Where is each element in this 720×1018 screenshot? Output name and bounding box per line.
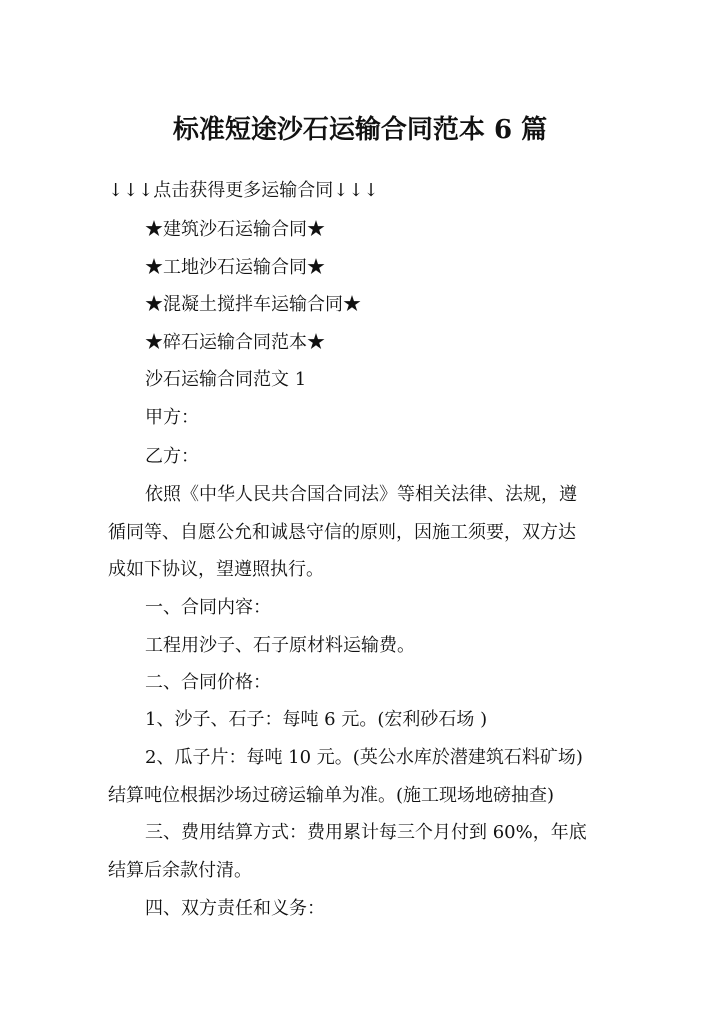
clause3-line-1: 三、费用结算方式：费用累计每三个月付到 60%，年底 — [145, 822, 587, 843]
clause2-item1: 1、沙子、石子：每吨 6 元。(宏利砂石场 ) — [145, 709, 488, 730]
intro-line-3: 成如下协议，望遵照执行。 — [108, 559, 324, 580]
link-concrete-mixer-contract[interactable]: ★混凝土搅拌车运输合同★ — [145, 294, 361, 315]
intro-line-2: 循同等、自愿公允和诚恳守信的原则，因施工须要，双方达 — [108, 522, 576, 543]
document-title: 标准短途沙石运输合同范本 6 篇 — [172, 115, 548, 145]
clause2-heading: 二、合同价格： — [145, 672, 271, 693]
clause2-item2-line-1: 2、瓜子片：每吨 10 元。(英公水库於潜建筑石料矿场) — [145, 747, 583, 768]
clause1-heading: 一、合同内容： — [145, 597, 271, 618]
clause2-item2-line-2: 结算吨位根据沙场过磅运输单为准。(施工现场地磅抽查) — [108, 785, 555, 806]
link-building-sand-contract[interactable]: ★建筑沙石运输合同★ — [145, 219, 325, 240]
party-b-label: 乙方： — [145, 446, 199, 467]
clause4-heading: 四、双方责任和义务： — [145, 898, 325, 919]
link-site-sand-contract[interactable]: ★工地沙石运输合同★ — [145, 257, 325, 278]
intro-line-1: 依照《中华人民共合国合同法》等相关法律、法规，遵 — [145, 484, 577, 505]
party-a-label: 甲方： — [145, 407, 199, 428]
promo-text: ↓↓↓点击获得更多运输合同↓↓↓ — [108, 180, 379, 201]
link-gravel-contract[interactable]: ★碎石运输合同范本★ — [145, 332, 325, 353]
clause1-text: 工程用沙子、石子原材料运输费。 — [145, 635, 415, 656]
clause3-line-2: 结算后余款付清。 — [108, 860, 252, 881]
section-title: 沙石运输合同范文 1 — [145, 369, 307, 390]
